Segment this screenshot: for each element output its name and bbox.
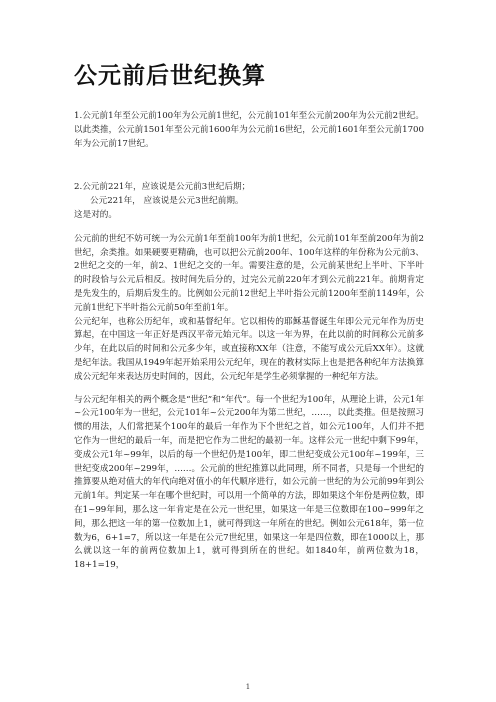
- page-number: 1: [245, 683, 251, 691]
- paragraph-2: 2.公元前221年，应该说是公元前3世纪后期；: [74, 182, 251, 193]
- document-title: 公元前后世纪换算: [74, 63, 266, 89]
- document-body: [74, 60, 424, 573]
- paragraph-5: 公元前的世纪不妨可统一为公元前1年至前100年为前1世纪，公元前101年至前200年为前2世纪，余类推。如果硬要更精确，也可以把公元前200年、100年这样的年份称为公元前3、2世纪之交的一年，前2、1世纪之交的一年。需要注意的是，公元前某世纪上半叶、下半叶的时段恰与公元后相反。按时间先后分的，过完公元前220年才到公元前221年。前期肯定是先发生的，后期后发生的。比例如公元前12世纪上半叶指公元前1200年至前1149年，公元前1世纪下半叶指公元前50年至前1年。: [74, 233, 424, 313]
- paragraph-3: 公元221年， 应该说是公元3世纪前期。: [90, 196, 244, 207]
- paragraph-1: 1.公元前1年至公元前100年为公元前1世纪，公元前101年至公元前200年为公元前2世纪。以此类推，公元前1501年至公元前1600年为公元前16世纪，公元前1601年至公元前1700年为公元前17世纪。: [74, 111, 424, 149]
- paragraph-4: 这是对的。: [74, 209, 117, 220]
- paragraph-6: 公元纪年，也称公历纪年，或和基督纪年。它以相传的耶稣基督诞生年即公元元年作为历史算起，在中国这一年正好是西汉平帝元始元年。以这一年为界，在此以前的时间称公元前多少年，在此以后的时间和公元多少年，或直接称XX年（注意，不能写成公元后XX年）。这就是纪年法。我国从1949年起开始采用公元纪年，现在的教材实际上也是把各种纪年方法换算成公元纪年来表达历史时间的，因此，公元纪年是学生必须掌握的一种纪年方法。: [74, 316, 424, 382]
- paragraph-7: 与公元纪年相关的两个概念是“世纪”和“年代”。每一个世纪为100年，从理论上讲，公元1年~公元100年为一世纪，公元101年~公元200年为第二世纪，……，以此类推。但是按照习惯的用法，人们常把某个100年的最后一年作为下个世纪之首，如公元100年，人们并不把它作为一世纪的最后一年，而是把它作为二世纪的最初一年。这样公元一世纪中剩下99年，变成公元1年~99年，以后的每一个世纪仍是100年，即二世纪变成公元100年~199年，三世纪变成200年~299年，……。公元前的世纪推算以此同理，所不同者，只是每一个世纪的推算要从绝对值大的年代向绝对值小的年代顺序进行，如公元前一世纪的为公元前99年到公元前1年。判定某一年在哪个世纪时，可以用一个简单的方法，即如果这个年份是两位数，即在1~99年间，那么这一年肯定是在公元一世纪里，如果这一年是三位数即在100~999年之间，那么把这一年的第一位数加上1，就可得到这一年所在的世纪。例如公元618年，第一位数为6，6+1=7，所以这一年是在公元7世纪里，如果这一年是四位数，即在1000以上，那么就以这一年的前两位数加上1，就可得到所在的世纪。如1840年，前两位数为18，18+1=19，: [74, 394, 424, 571]
